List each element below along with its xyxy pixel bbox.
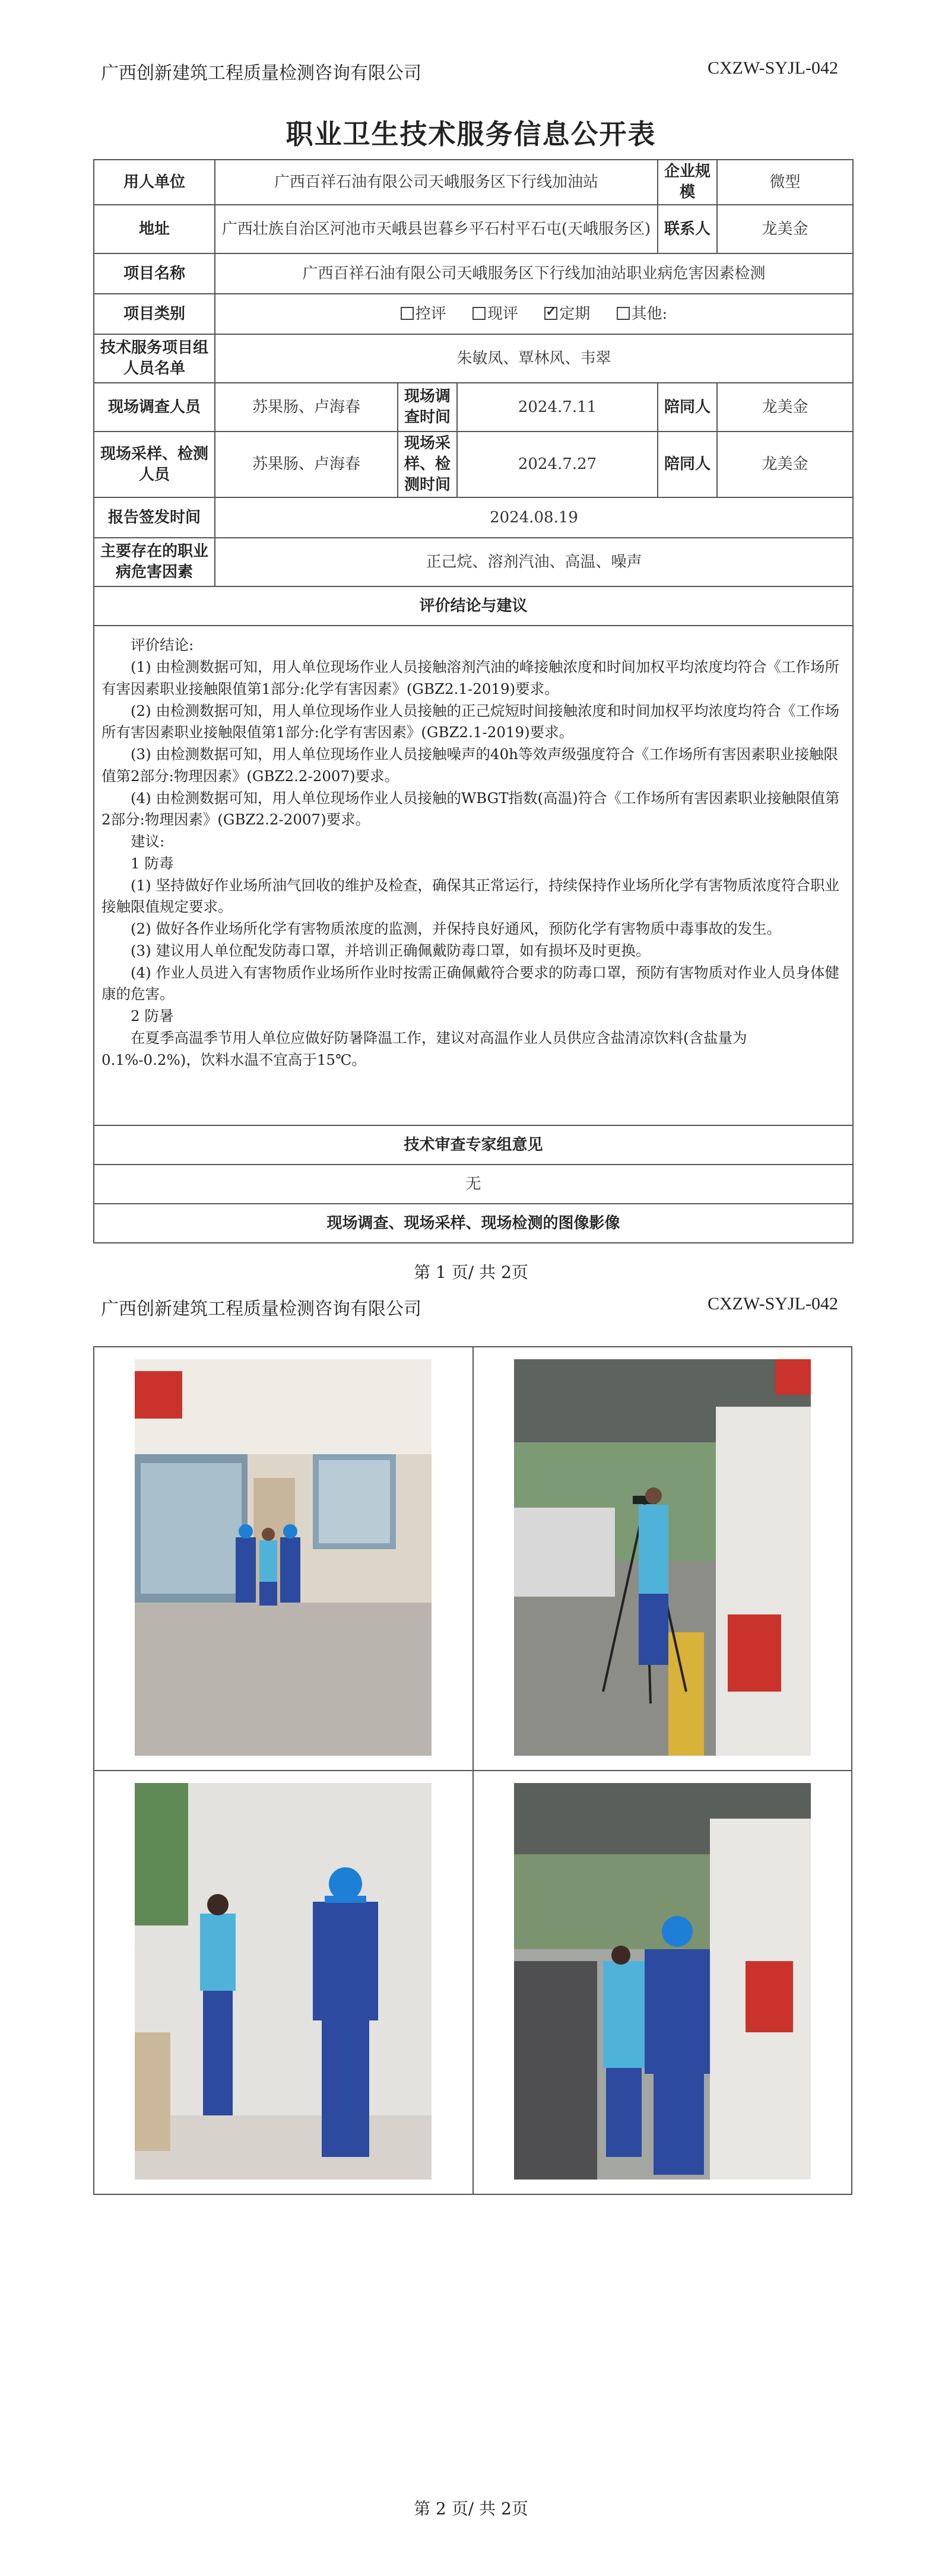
conclusion-paragraph: (4) 由检测数据可知，用人单位现场作业人员接触的WBGT指数(高温)符合《工作场所有害因素职业接触限值第2部分:物理因素》(GBZ2.2-2007)要求。 (102, 789, 840, 829)
document-code: CXZW-SYJL-042 (708, 1294, 838, 1314)
team-row (94, 334, 853, 383)
conclusion-paragraph: 2 防暑 (131, 1007, 174, 1025)
conclusion-paragraph: (2) 做好各作业场所化学有害物质浓度的监测，并保持良好通风，预防化学有害物质中毒事故的发生。 (131, 920, 781, 938)
contact-label: 联系人 (658, 205, 717, 253)
photo-interview-indoors (135, 1783, 432, 2180)
sampling-row (94, 432, 853, 497)
sampling-time-value: 2024.7.27 (457, 432, 658, 497)
report-date-row (94, 497, 853, 538)
accompany-label: 陪同人 (658, 383, 717, 432)
employer-label: 用人单位 (94, 160, 215, 205)
photo-workers-at-station-building (135, 1359, 432, 1756)
hazards-value: 正己烷、溶剂汽油、高温、噪声 (215, 538, 853, 586)
conclusion-paragraph: 建议: (131, 833, 165, 851)
accompany-value: 龙美金 (717, 383, 853, 432)
survey-row (94, 383, 853, 432)
checkbox-icon (617, 307, 630, 320)
address-row (94, 205, 853, 253)
expert-row (94, 1165, 853, 1204)
accompany2-value: 龙美金 (717, 432, 853, 497)
document-code: CXZW-SYJL-042 (708, 58, 838, 78)
conclusion-heading-row (94, 586, 853, 626)
sampling-time-label: 现场采样、检测时间 (398, 432, 457, 497)
conclusion-paragraph: (3) 建议用人单位配发防毒口罩，并培训正确佩戴防毒口罩，如有损坏及时更换。 (131, 941, 651, 959)
photo-grid (93, 1346, 852, 2195)
expert-heading-row (94, 1125, 853, 1165)
hazards-row (94, 538, 853, 586)
conclusion-paragraph: (3) 由检测数据可知，用人单位现场作业人员接触噪声的40h等效声级强度符合《工作场所有害因素职业接触限值第2部分:物理因素》(GBZ2.2-2007)要求。 (102, 745, 838, 785)
conclusion-body-row (94, 626, 853, 1125)
option-control-eval[interactable]: 控评 (401, 305, 446, 323)
conclusion-paragraph: (1) 坚持做好作业场所油气回收的维护及检查，确保其正常运行，持续保持作业场所化学有害物质浓度符合职业接触限值规定要求。 (102, 876, 839, 916)
option-other[interactable]: 其他: (617, 305, 668, 323)
contact-value: 龙美金 (717, 205, 853, 253)
survey-staff-label: 现场调查人员 (94, 383, 215, 432)
page-footer-2: 第 2 页/ 共 2页 (414, 2499, 528, 2518)
expert-heading: 技术审查专家组意见 (94, 1125, 853, 1165)
page-footer: 第 1 页/ 共 2页 (414, 1262, 528, 1282)
survey-time-label: 现场调查时间 (398, 383, 457, 432)
option-current-eval[interactable]: 现评 (472, 305, 518, 323)
employer-value: 广西百祥石油有限公司天峨服务区下行线加油站 (215, 160, 658, 205)
sampling-staff-label: 现场采样、检测人员 (94, 432, 215, 497)
project-name-row (94, 253, 853, 294)
page-title: 职业卫生技术服务信息公开表 (286, 118, 656, 150)
images-heading-row (94, 1204, 853, 1243)
conclusion-heading: 评价结论与建议 (94, 586, 853, 626)
photo-cell (473, 1771, 852, 2194)
project-type-row (94, 294, 853, 334)
info-table (93, 159, 854, 1243)
survey-staff-value: 苏果肠、卢海春 (215, 383, 398, 432)
page-header-2 (101, 1294, 838, 1320)
checkbox-icon (401, 307, 414, 320)
expert-value: 无 (94, 1165, 853, 1204)
photo-cell (94, 1771, 473, 2194)
photo-sampling-at-pump (514, 1359, 811, 1756)
checkbox-icon (472, 307, 486, 320)
photo-cell (473, 1347, 852, 1771)
conclusion-body (94, 626, 853, 1125)
survey-time-value: 2024.7.11 (457, 383, 658, 432)
accompany2-label: 陪同人 (658, 432, 717, 497)
conclusion-paragraph: 1 防毒 (131, 854, 174, 872)
scale-value: 微型 (717, 160, 853, 205)
address-label: 地址 (94, 205, 215, 253)
conclusion-paragraph: (4) 作业人员进入有害物质作业场所作业时按需正确佩戴符合要求的防毒口罩，预防有害物质对作业人员身体健康的危害。 (102, 963, 839, 1003)
company-name: 广西创新建筑工程质量检测咨询有限公司 (101, 63, 421, 84)
conclusion-paragraph: 评价结论: (131, 636, 194, 654)
page-header (101, 58, 838, 84)
company-name: 广西创新建筑工程质量检测咨询有限公司 (101, 1299, 421, 1319)
scale-label: 企业规模 (658, 160, 717, 205)
report-date-label: 报告签发时间 (94, 497, 215, 538)
sampling-staff-value: 苏果肠、卢海春 (215, 432, 398, 497)
project-type-label: 项目类别 (94, 294, 215, 334)
team-label: 技术服务项目组人员名单 (94, 334, 215, 383)
conclusion-paragraph: (2) 由检测数据可知，用人单位现场作业人员接触的正己烷短时间接触浓度和时间加权平均浓度均符合《工作场所有害因素职业接触限值第1部分:化学有害因素》(GBZ2.1-2019)要求。 (102, 702, 839, 741)
images-heading: 现场调查、现场采样、现场检测的图像影像 (94, 1204, 853, 1243)
project-type-options (215, 294, 853, 334)
address-value: 广西壮族自治区河池市天峨县岜暮乡平石村平石屯(天峨服务区) (215, 205, 658, 253)
option-periodic[interactable]: ✓ 定期 (544, 305, 590, 323)
checkbox-checked-icon (544, 307, 557, 320)
photo-cell (94, 1347, 473, 1771)
employer-row (94, 160, 853, 205)
hazards-label: 主要存在的职业病危害因素 (94, 538, 215, 586)
conclusion-paragraph: 在夏季高温季节用人单位应做好防暑降温工作，建议对高温作业人员供应含盐清凉饮料(含盐量为0.1%-0.2%)，饮料水温不宜高于15℃。 (102, 1029, 747, 1068)
team-value: 朱敏凤、覃林风、韦翠 (215, 334, 853, 383)
photo-sampling-at-dispenser (514, 1783, 811, 2180)
project-name-value: 广西百祥石油有限公司天峨服务区下行线加油站职业病危害因素检测 (215, 253, 853, 294)
project-name-label: 项目名称 (94, 253, 215, 294)
conclusion-paragraph: (1) 由检测数据可知，用人单位现场作业人员接触溶剂汽油的峰接触浓度和时间加权平均浓度均符合《工作场所有害因素职业接触限值第1部分:化学有害因素》(GBZ2.1-2019)要求。 (102, 658, 839, 697)
report-date-value: 2024.08.19 (215, 497, 853, 538)
